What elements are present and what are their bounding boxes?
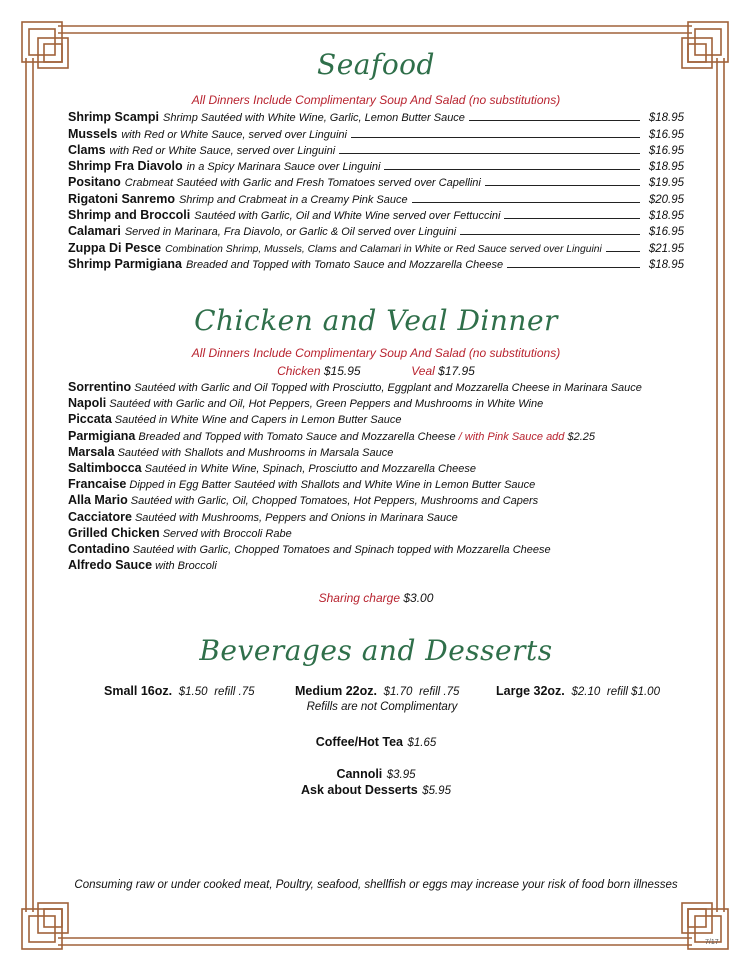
item-desc: Served in Marinara, Fra Diavolo, or Garlic & Oil served over Linguini [124, 226, 457, 239]
leader-line [606, 251, 640, 252]
chicken-veal-title: Chicken and Veal Dinner [194, 304, 558, 337]
item-desc: Sautéed with Shallots and Mushrooms in Marsala Sauce [117, 446, 394, 459]
list-item [68, 238, 684, 254]
item-desc: Breaded and Topped with Tomato Sauce and Mozzarella Cheese [138, 430, 456, 443]
list-item [68, 444, 684, 460]
veal-price: $17.95 [438, 364, 475, 378]
seafood-list [68, 108, 684, 271]
item-name: Grilled Chicken [68, 525, 160, 540]
item-name: Alla Mario [68, 493, 128, 508]
health-disclaimer: Consuming raw or under cooked meat, Poultry, seafood, shellfish or eggs may increase your risk of food born illnesses [74, 879, 678, 891]
size-refill: refill .75 [419, 686, 460, 698]
beverage-size-small [104, 684, 255, 698]
cannoli-name: Cannoli [336, 767, 383, 781]
sharing-charge [68, 591, 684, 605]
item-extra-price: $2.25 [567, 430, 596, 443]
seafood-subtitle: All Dinners Include Complimentary Soup And Salad (no substitutions) [191, 93, 561, 107]
item-price: $18.95 [648, 258, 684, 271]
list-item [68, 255, 684, 271]
item-desc: with Broccoli [155, 560, 217, 573]
item-name: Saltimbocca [68, 460, 142, 475]
desserts-name: Ask about Desserts [301, 783, 418, 797]
leader-line [504, 218, 640, 219]
size-refill: refill $1.00 [606, 686, 660, 698]
beverage-size-medium [295, 684, 459, 698]
item-name: Calamari [68, 224, 121, 239]
size-name: Small 16oz. [104, 684, 173, 698]
item-desc: Sautéed with Garlic and Oil, Hot Peppers, Green Peppers and Mushrooms in White Wine [109, 398, 544, 411]
list-item [68, 541, 684, 557]
item-name: Shrimp Scampi [68, 110, 159, 125]
item-name: Piccata [68, 412, 112, 427]
item-desc: Combination Shrimp, Mussels, Clams and Calamari in White or Red Sauce served over Linguini [165, 243, 602, 255]
item-name: Francaise [68, 477, 127, 492]
desserts-price: $5.95 [422, 785, 451, 797]
leader-line [460, 234, 640, 235]
size-refill: refill .75 [214, 686, 255, 698]
item-price: $16.95 [648, 226, 684, 239]
coffee-price: $1.65 [407, 737, 437, 749]
list-item [68, 395, 684, 411]
list-item [68, 476, 684, 492]
list-item [68, 173, 684, 189]
beverage-size-large [496, 684, 660, 698]
item-price: $16.95 [648, 144, 684, 157]
sharing-label: Sharing charge [318, 591, 400, 605]
item-desc: Served with Broccoli Rabe [162, 527, 292, 540]
item-name: Cacciatore [68, 509, 132, 524]
item-desc: Sautéed with Garlic, Oil and White Wine served over Fettuccini [194, 210, 501, 223]
item-price: $18.95 [648, 161, 684, 174]
chicken-label: Chicken [277, 364, 321, 378]
list-item [68, 141, 684, 157]
item-name: Shrimp Fra Diavolo [68, 159, 183, 174]
size-price: $1.50 [178, 686, 208, 698]
item-price: $20.95 [648, 193, 684, 206]
size-price: $2.10 [571, 686, 601, 698]
list-item [68, 411, 684, 427]
seafood-title: Seafood [317, 48, 435, 81]
list-item [68, 222, 684, 238]
item-desc: Crabmeat Sautéed with Garlic and Fresh Tomatoes served over Capellini [124, 177, 481, 190]
list-item [68, 509, 684, 525]
item-price: $16.95 [648, 128, 684, 141]
item-name: Marsala [68, 444, 115, 459]
item-desc: Dipped in Egg Batter Sautéed with Shallots and White Wine in Lemon Butter Sauce [129, 479, 536, 492]
leader-line [339, 153, 640, 154]
list-item [68, 157, 684, 173]
item-name: Alfredo Sauce [68, 558, 153, 573]
leader-line [351, 137, 640, 138]
leader-line [469, 120, 640, 121]
item-name: Shrimp and Broccoli [68, 208, 191, 223]
desserts-line [68, 781, 684, 799]
list-item [68, 206, 684, 222]
item-desc: Sautéed with Garlic, Chopped Tomatoes and Spinach topped with Mozzarella Cheese [132, 543, 551, 556]
list-item [68, 460, 684, 476]
cannoli-price: $3.95 [386, 769, 416, 781]
refill-note: Refills are not Complimentary [306, 701, 458, 713]
chicken-veal-list [68, 379, 684, 573]
list-item [68, 557, 684, 573]
item-name: Mussels [68, 126, 118, 141]
size-name: Medium 22oz. [295, 684, 377, 698]
list-item [68, 108, 684, 124]
coffee-name: Coffee/Hot Tea [315, 735, 404, 749]
leader-line [485, 185, 640, 186]
list-item [68, 379, 684, 395]
item-name: Zuppa Di Pesce [68, 240, 162, 255]
item-price: $18.95 [648, 112, 684, 125]
sharing-price: $3.00 [403, 591, 434, 605]
item-price: $18.95 [648, 210, 684, 223]
list-item [68, 428, 684, 444]
item-name: Clams [68, 142, 106, 157]
item-desc: Shrimp and Crabmeat in a Creamy Pink Sauce [178, 193, 408, 206]
item-desc: Sautéed with Garlic and Oil Topped with Prosciutto, Eggplant and Mozzarella Cheese in Marinara Sauce [134, 382, 642, 394]
chicken-price: $15.95 [323, 364, 361, 378]
size-name: Large 32oz. [496, 684, 565, 698]
coffee-line [68, 733, 684, 751]
item-name: Contadino [68, 541, 130, 556]
item-name: Parmigiana [68, 428, 136, 443]
list-item [68, 124, 684, 140]
veal-label: Veal [411, 364, 435, 378]
item-desc: with Red or White Sauce, served over Linguini [109, 144, 336, 157]
item-desc: Sautéed with Mushrooms, Peppers and Onions in Marinara Sauce [134, 511, 458, 524]
leader-line [507, 267, 640, 268]
item-desc: Breaded and Topped with Tomato Sauce and Mozzarella Cheese [185, 258, 504, 271]
item-name: Sorrentino [68, 380, 132, 394]
page-number: 7/17 [705, 939, 719, 946]
item-price: $21.95 [648, 242, 684, 255]
item-name: Positano [68, 175, 121, 190]
item-extra: / with Pink Sauce add [455, 430, 568, 443]
item-desc: with Red or White Sauce, served over Linguini [121, 128, 347, 141]
item-desc: Sautéed in White Wine, Spinach, Prosciutto and Mozzarella Cheese [144, 462, 476, 475]
item-name: Shrimp Parmigiana [68, 256, 182, 271]
leader-line [384, 169, 640, 170]
dinner-prices [68, 364, 684, 378]
item-desc: Shrimp Sautéed with White Wine, Garlic, Lemon Butter Sauce [163, 112, 465, 125]
list-item [68, 525, 684, 541]
size-price: $1.70 [383, 686, 413, 698]
item-price: $19.95 [648, 177, 684, 190]
item-desc: in a Spicy Marinara Sauce over Linguini [186, 161, 381, 174]
leader-line [412, 202, 640, 203]
item-desc: Sautéed with Garlic, Oil, Chopped Tomatoes, Hot Peppers, Mushrooms and Capers [130, 495, 539, 508]
item-name: Napoli [68, 396, 107, 411]
list-item [68, 492, 684, 508]
list-item [68, 189, 684, 205]
item-name: Rigatoni Sanremo [68, 191, 175, 206]
item-desc: Sautéed in White Wine and Capers in Lemon Butter Sauce [114, 414, 402, 427]
chicken-veal-subtitle: All Dinners Include Complimentary Soup And Salad (no substitutions) [191, 346, 561, 360]
beverages-title: Beverages and Desserts [199, 634, 553, 667]
